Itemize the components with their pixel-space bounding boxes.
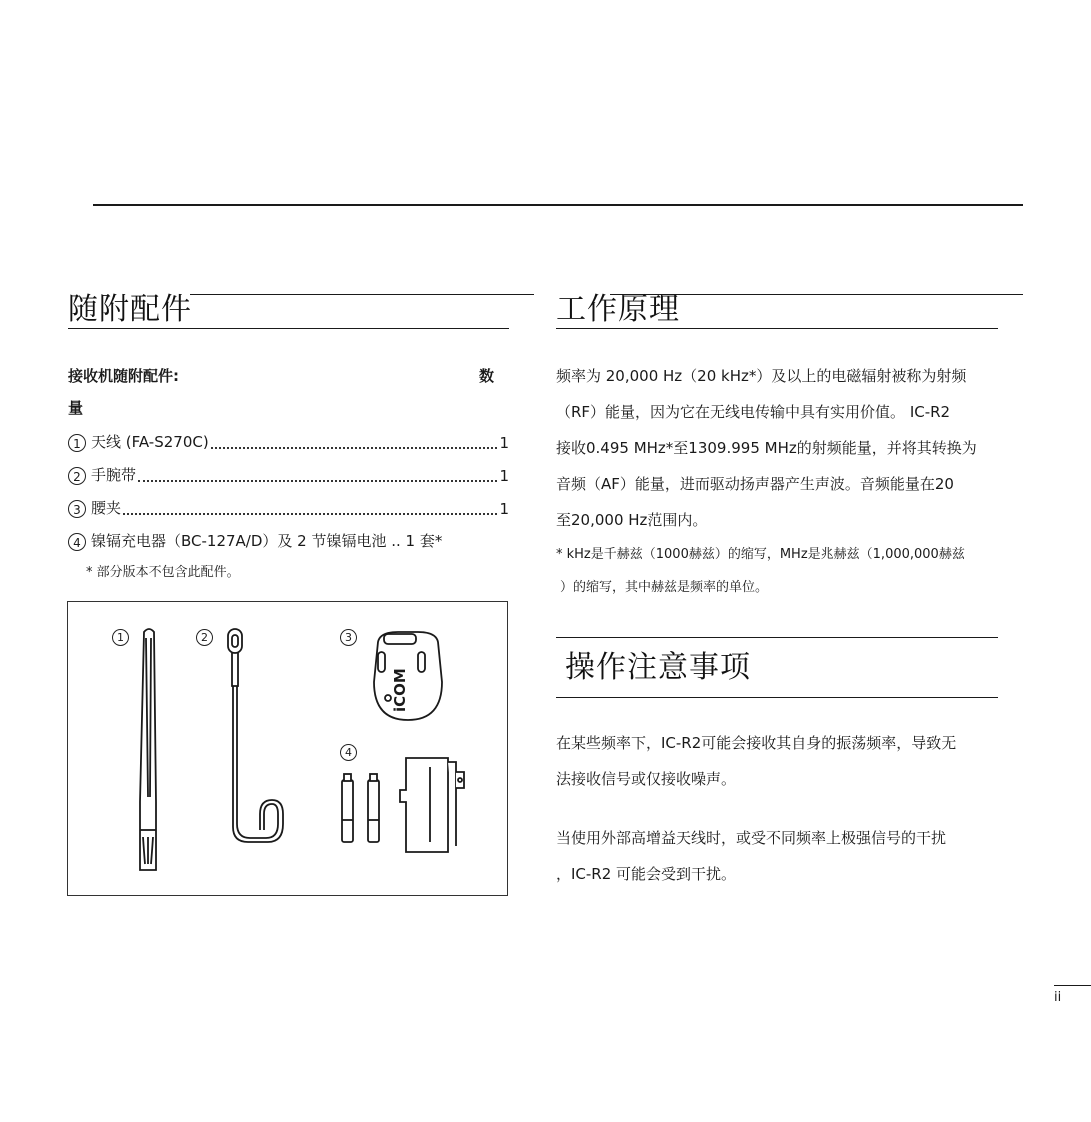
cautions-title-top-rule [556, 637, 998, 638]
principle-line-4: 音频（AF）能量，进而驱动扬声器产生声波。音频能量在20 [556, 475, 954, 493]
principle-note-line-1: * kHz是千赫兹（1000赫兹）的缩写，MHz是兆赫兹（1,000,000赫兹 [556, 547, 965, 562]
charger-illustration [400, 758, 464, 852]
item-number-badge: 2 [68, 467, 86, 485]
accessory-item-belt-clip [68, 498, 509, 518]
principle-line-5: 至20,000 Hz范围内。 [556, 511, 708, 529]
figure-label-3: 3 [340, 629, 357, 646]
item-label: 手腕带 [91, 466, 137, 484]
qty-header-1: 数 [479, 367, 495, 385]
principle-line-2: （RF）能量，因为它在无线电传输中具有实用价值。 IC-R2 [556, 403, 951, 421]
belt-clip-illustration [374, 632, 442, 720]
accessory-footnote: * 部分版本不包含此配件。 [86, 565, 240, 580]
cautions-para1-line-2: 法接收信号或仅接收噪声。 [556, 770, 737, 788]
principle-title: 工作原理 [556, 292, 680, 327]
item-qty: 1 [499, 467, 509, 485]
left-title-underline [68, 328, 509, 329]
qty-header-2: 量 [68, 399, 84, 417]
principle-note-line-2: ）的缩写，其中赫兹是频率的单位。 [560, 580, 769, 595]
accessory-item-wrist-strap [68, 465, 509, 485]
item-label: 腰夹 [91, 499, 122, 517]
item-number-badge: 3 [68, 500, 86, 518]
cautions-para2-line-2: ，IC-R2 可能会受到干扰。 [556, 865, 737, 883]
top-rule [93, 204, 1023, 206]
principle-line-3: 接收0.495 MHz*至1309.995 MHz的射频能量，并将其转换为 [556, 439, 977, 457]
clip-brand-text: iCOM [391, 668, 409, 712]
accessory-list-header: 接收机随附配件: [68, 367, 179, 385]
accessory-item-charger [68, 531, 509, 551]
leader-dots [138, 480, 497, 482]
leader-dots [123, 513, 497, 515]
item-label: 镍镉充电器（BC-127A/D）及 2 节镍镉电池 .. 1 套* [91, 532, 443, 550]
item-number-badge: 1 [68, 434, 86, 452]
cautions-para1-line-1: 在某些频率下，IC-R2可能会接收其自身的振荡频率，导致无 [556, 734, 957, 752]
left-title-top-rule [190, 294, 534, 295]
battery-illustration [342, 774, 379, 842]
leader-dots [211, 447, 498, 449]
page-number-rule [1054, 985, 1091, 986]
cautions-title: 操作注意事项 [565, 650, 751, 685]
cautions-title-underline [556, 697, 998, 698]
antenna-illustration [140, 629, 156, 870]
wrist-strap-illustration [228, 629, 283, 842]
item-qty: 1 [499, 500, 509, 518]
figure-label-1: 1 [112, 629, 129, 646]
item-number-badge: 4 [68, 533, 86, 551]
principle-line-1: 频率为 20,000 Hz（20 kHz*）及以上的电磁辐射被称为射频 [556, 367, 967, 385]
right-title-underline [556, 328, 998, 329]
accessories-figure [67, 601, 508, 896]
item-label: 天线 (FA-S270C) [91, 433, 209, 451]
item-qty: 1 [499, 434, 509, 452]
figure-label-2: 2 [196, 629, 213, 646]
figure-label-4: 4 [340, 744, 357, 761]
accessories-title: 随附配件 [68, 292, 192, 327]
cautions-para2-line-1: 当使用外部高增益天线时，或受不同频率上极强信号的干扰 [556, 829, 947, 847]
accessory-item-antenna [68, 432, 509, 452]
page-number: ii [1054, 990, 1062, 1005]
